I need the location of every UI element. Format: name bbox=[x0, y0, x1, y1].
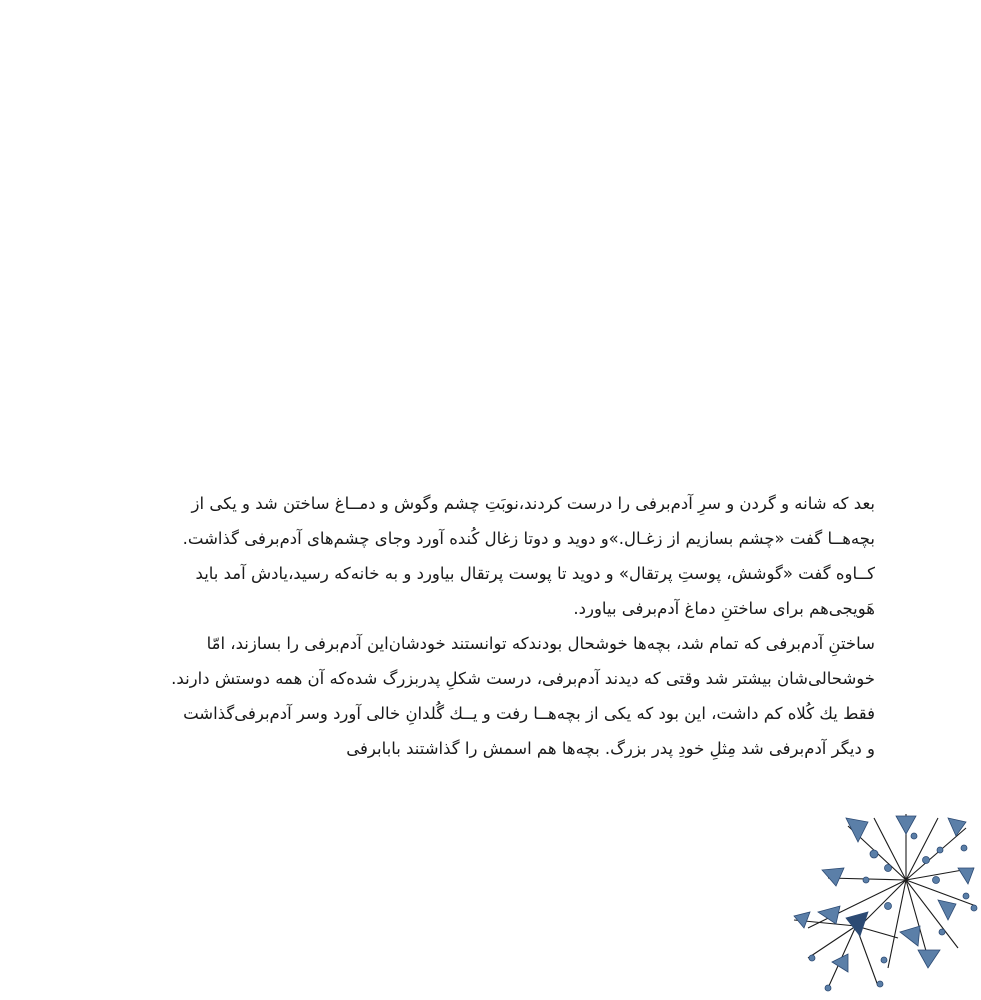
story-line-4: هَویجی‌هم برای ساختنِ دماغ آدم‌برفی بیاورد. bbox=[573, 599, 875, 618]
story-line-2: بچه‌هــا گفت «چشم بسازیم از زغـال.»و دوید و دوتا زغال کُنده آورد وجای چشم‌های آدم‌برفی گذاشت. bbox=[182, 529, 875, 548]
story-line-1: بعد که شانه و گردن و سرِ آدم‌برفی را درست کردند،نوبَتِ چشم وگوش و دمــاغ ساختن شد و یکی از bbox=[191, 494, 875, 513]
story-line-3: کــاوه گفت «گوشش، پوستِ پرتقال» و دوید تا پوست پرتقال بیاورد و به خانه‌که رسید،یادش آمد باید bbox=[195, 564, 875, 583]
story-text bbox=[100, 486, 875, 766]
story-line-5: ساختنِ آدم‌برفی که تمام شد، بچه‌ها خوشحال بودندکه توانستند خودشان‌این آدم‌برفی را بسازند، امّا bbox=[206, 634, 875, 653]
story-line-7: فقط یك کُلاه کم داشت، این بود که یکی از بچه‌هــا رفت و یــك گُلدانِ خالی آورد وسر آدم‌برفی‌گذاشت bbox=[183, 704, 875, 723]
story-line-8: و دیگر آدم‌برفی شد مِثلِ خودِ پدر بزرگ. بچه‌ها هم اسمش را گذاشتند بابابرفی bbox=[346, 739, 875, 758]
story-line-6: خوشحالی‌شان بیشتر شد وقتی که دیدند آدم‌برفی، درست شکلِ پدربزرگ شده‌که آن همه دوستش دارند. bbox=[171, 669, 875, 688]
snowflake-ornament-icon bbox=[788, 808, 981, 1000]
